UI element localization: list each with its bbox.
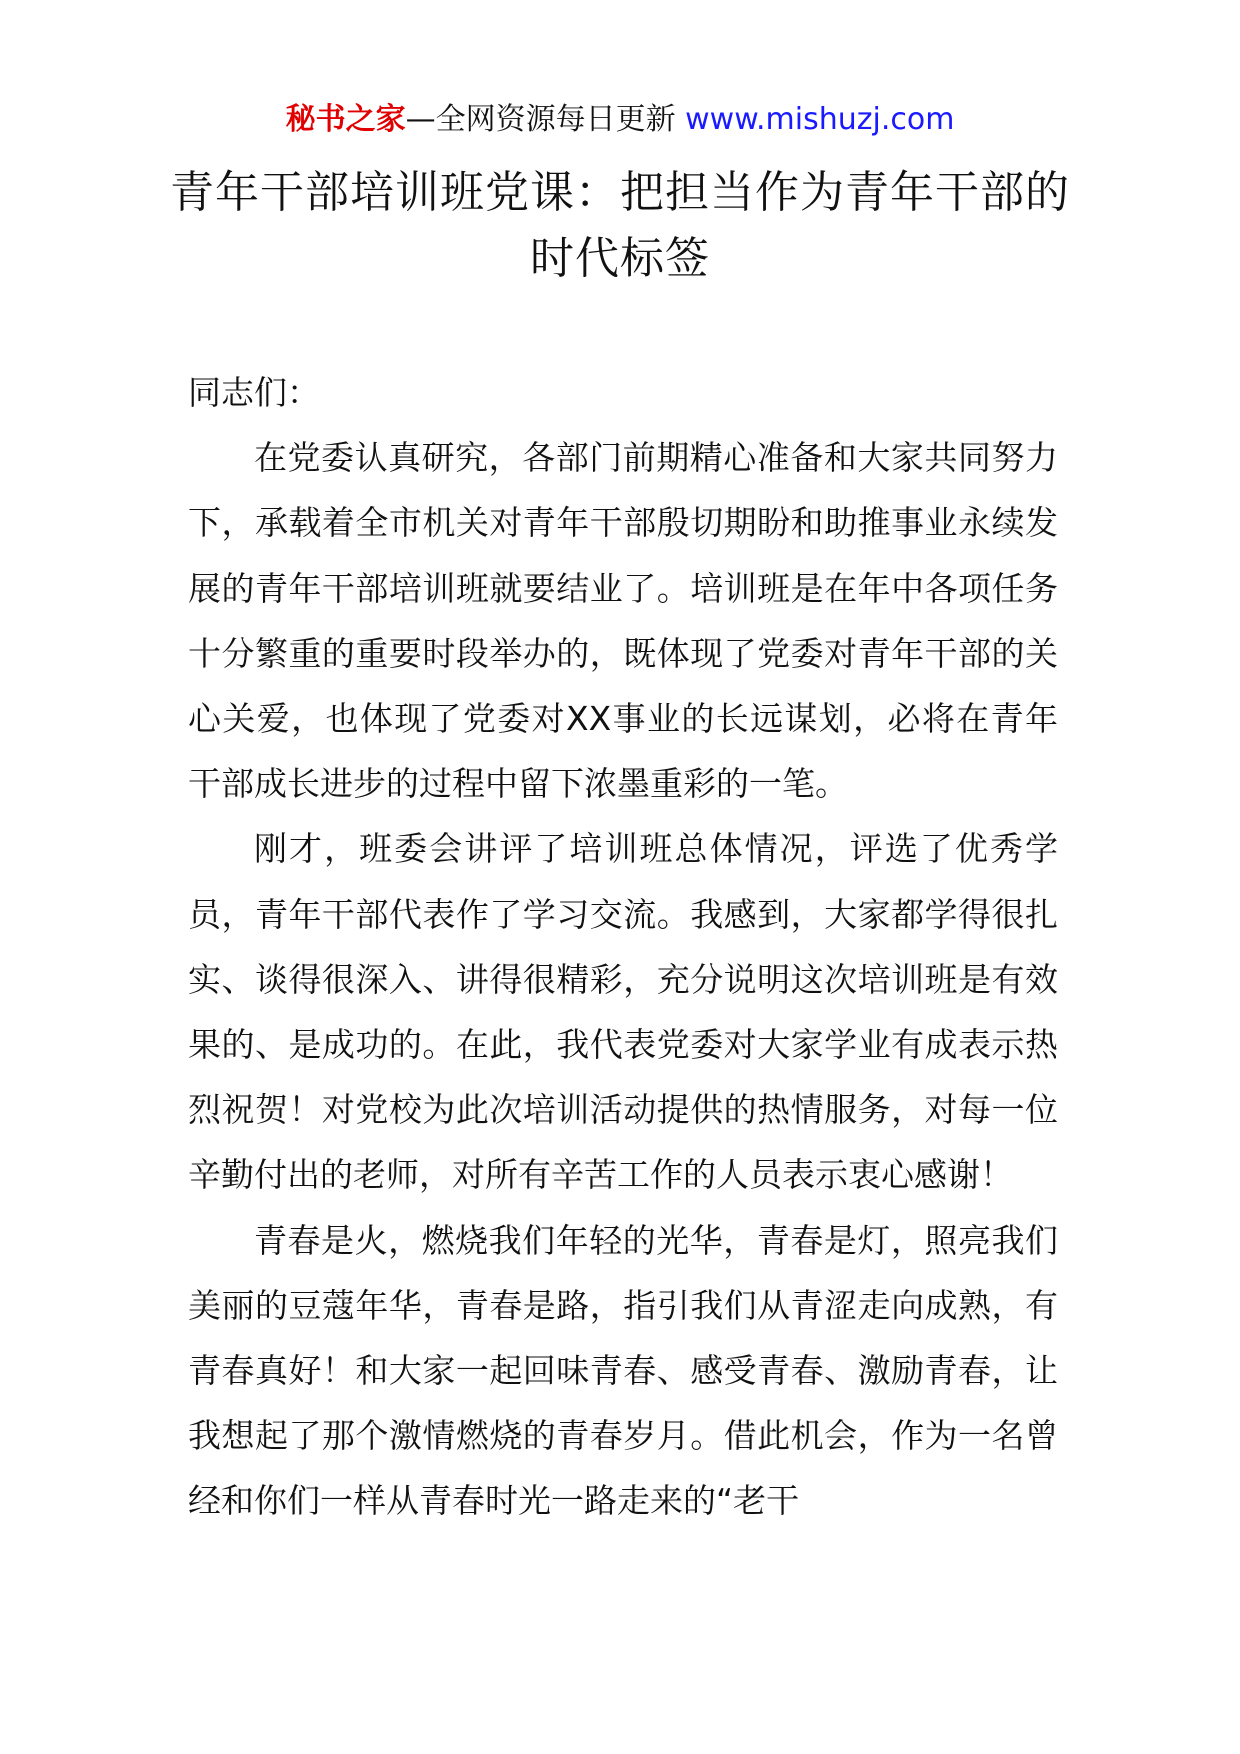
salutation: 同志们： xyxy=(188,373,320,412)
paragraph-2: 刚才，班委会讲评了培训班总体情况，评选了优秀学员，青年干部代表作了学习交流。我感到，大家都学得很扎实、谈得很深入、讲得很精彩，充分说明这次培训班是有效果的、是成功的。在此，我代表党委对大家学业有成表示热烈祝贺！对党校为此次培训活动提供的热情服务，对每一位辛勤付出的老师，对所有辛苦工作的人员表示衷心感谢！ xyxy=(188,829,1058,1195)
document-body xyxy=(188,360,1058,1534)
site-brand: 秘书之家 xyxy=(285,102,406,137)
document-title: 青年干部培训班党课：把担当作为青年干部的时代标签 xyxy=(170,167,1070,284)
paragraph-3: 青春是火，燃烧我们年轻的光华，青春是灯，照亮我们美丽的豆蔻年华，青春是路，指引我们从青涩走向成熟，有青春真好！和大家一起回味青春、感受青春、激励青春，让我想起了那个激情燃烧的青春岁月。借此机会，作为一名曾经和你们一样从青春时光一路走来的“老干 xyxy=(188,1220,1058,1521)
site-header xyxy=(0,100,1240,140)
site-url-link[interactable]: www.mishuzj.com xyxy=(685,102,955,137)
site-slogan: —全网资源每日更新 xyxy=(405,102,676,137)
paragraph-1: 在党委认真研究，各部门前期精心准备和大家共同努力下，承载着全市机关对青年干部殷切期盼和助推事业永续发展的青年干部培训班就要结业了。培训班是在年中各项任务十分繁重的重要时段举办的，既体现了党委对青年干部的关心关爱，也体现了党委对XX事业的长远谋划，必将在青年干部成长进步的过程中留下浓墨重彩的一笔。 xyxy=(188,438,1058,804)
